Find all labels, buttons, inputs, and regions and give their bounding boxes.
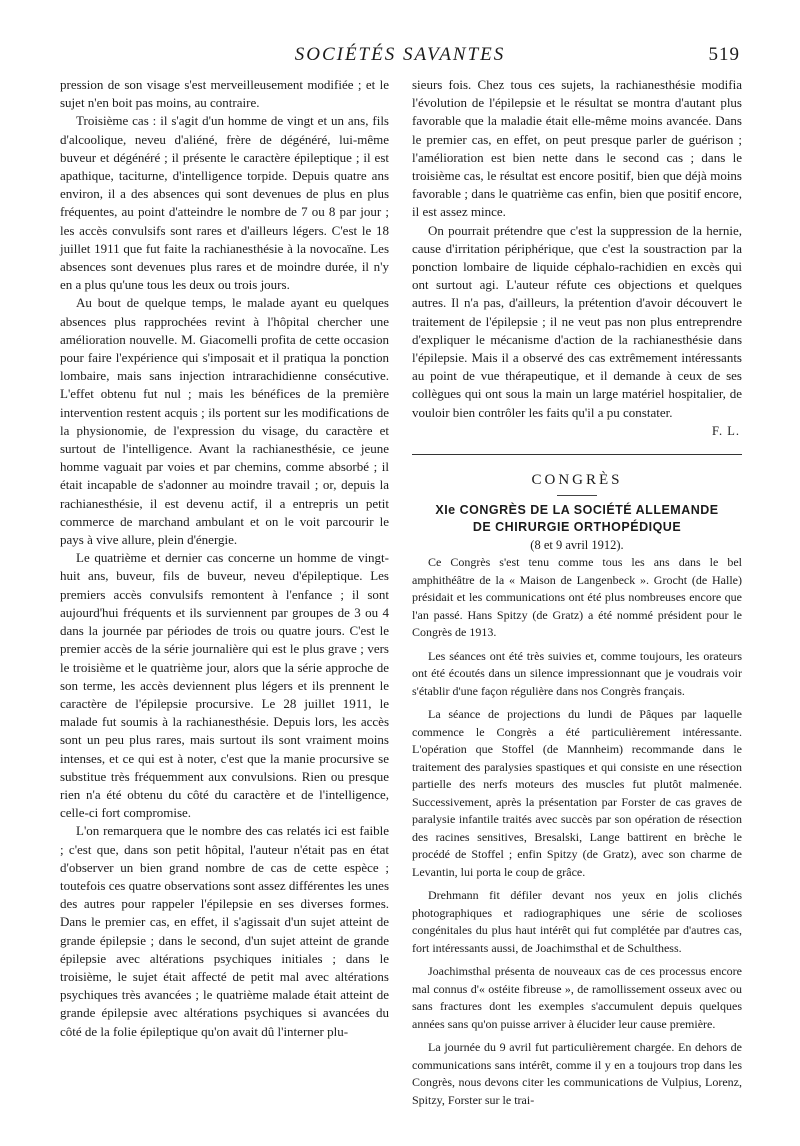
paragraph: sieurs fois. Chez tous ces sujets, la rachianesthésie modifia l'évolution de l'épilepsie et le résultat se montra d'autant plus favorable que la maladie était elle-même moins avancée. Dans le premier cas, en effet, on peut presque parler de guérison ; l'amélioration est bien nette dans le second cas ; dans le troisième cas, le résultat est encore positif, bien que déjà moins favorable ; dans le quatrième cas enfin, bien que positif encore, il est assez mince. [412,77,742,220]
article-date: (8 et 9 avril 1912). [530,538,624,553]
article-title-line-2: DE CHIRURGIE ORTHOPÉDIQUE [472,520,682,535]
left-column [60,76,389,1041]
paragraph: Ce Congrès s'est tenu comme tous les ans dans le bel amphithéâtre de la « Maison de Langenbeck ». Grocht (de Halle) présidait et les communications ont été plus nombreuses encore que l'an passé. Hans Spitzy (de Gratz) a été nommé président pour le Congrès de 1913. [412,555,742,640]
page-header [60,44,740,74]
paragraph: On pourrait prétendre que c'est la suppression de la hernie, cause d'irritation périphérique, que c'est la soustraction par la ponction lombaire de liquide céphalo-rachidien en excès qui ont surtout agi. L'auteur réfute ces objections et quelques autres. Il n'a pas, d'ailleurs, la prétention d'avoir découvert le traitement de l'épilepsie ; il ne veut pas non plus entreprendre d'expliquer le mécanisme d'action de la rachianesthésie dans l'épilepsie. Mais il a observé des cas extrêmement intéressants au point de vue thérapeutique, et il demande à ceux de ses collègues qui ont sous la main un large matériel hospitalier, de vouloir bien contrôler les faits qu'il a pu constater. [412,222,742,420]
section-divider [412,454,742,455]
paragraph: Joachimsthal présenta de nouveaux cas de ces processus encore mal connus d'« ostéite fibreuse », de ramollissement osseux avec ou sans fractures dont les exemples s'accumulent depuis quelques années sans qu'on puisse arriver à élucider leur cause première. [412,964,742,1031]
paragraph: Les séances ont été très suivies et, comme toujours, les orateurs ont été écoutés dans un silence impressionnant que je voudrais voir s'établir d'une façon régulière dans nos Congrès français. [412,648,742,698]
paragraph: Drehmann fit défiler devant nos yeux en jolis clichés photographiques et radiographiques une série de scolioses congénitales du plus haut intérêt qui fut complétée par d'autres cas, fort intéressants aussi, de Joachimsthal et de Schulthess. [412,888,742,955]
paragraph: Troisième cas : il s'agit d'un homme de vingt et un ans, fils d'alcoolique, neveu d'aliéné, frère de dégénéré, lui-même buveur et dégénéré ; il présente le caractère épileptique ; il est apathique, taciturne, d'intelligence torpide. Depuis quatre ans environ, il a des absences qui sont devenues de plus en plus fréquentes, au point d'atteindre le nombre de 7 ou 8 par jour ; les accès convulsifs sont rares et d'ailleurs légers. C'est le 18 juillet 1911 que fut faite la rachianesthésie à la novocaïne. Les absences sont devenues plus rares et de moindre durée, il n'y en a plus qu'une tous les deux ou trois jours. [60,113,389,293]
article-title-line-1: XIe CONGRÈS DE LA SOCIÉTÉ ALLEMANDE [435,503,719,518]
paragraph: Le quatrième et dernier cas concerne un homme de vingt-huit ans, buveur, fils de buveur, neveu d'épileptique. Les premiers accès convulsifs remontent à l'enfance ; il sont aujourd'hui fréquents et ils surviennent par groupes de 3 ou 4 dans la journée par périodes de trois ou quatre jours. C'est le premier accès de la série journalière qui est le plus grave ; vers le troisième et le quatrième jour, alors que la série approche de son terme, les accès deviennent plus légers et ils prennent le caractère de l'épilepsie procursive. Le 28 juillet 1911, le malade fut soumis à la rachianesthésie. Depuis lors, les accès sont un peu plus rares, mais surtout ils sont vraiment moins intenses, et ce qui est à noter, c'est que la manie procursive se substitue très fréquemment aux convulsions. Rien ou presque rien n'a été obtenu du côté du caractère et de l'intelligence, celle-ci fort compromise. [60,550,389,821]
author-signature: F. L. [712,423,740,438]
running-title: SOCIÉTÉS SAVANTES [294,44,506,65]
page-number: 519 [708,44,740,65]
paragraph: Au bout de quelque temps, le malade ayant eu quelques absences plus rapprochées revint à l'hôpital chercher une amélioration nouvelle. M. Giacomelli profita de cette occasion pour faire l'expérience qui s'imposait et il pratiqua la ponction lombaire, mais sans injection intrarachidienne consécutive. L'effet obtenu fut nul ; mais les bénéfices de la première intervention restent acquis ; ils portent sur les modifications de la physionomie, de l'expression du visage, du caractère et surtout de l'intelligence. Avant la rachianesthésie, ce jeune homme vaguait par voies et par chemins, comme absorbé ; il était incapable de s'adonner au moindre travail ; or, depuis la rachianesthésie, il est devenu actif, il a entrepris un petit commerce de marchand ambulant et on le voit parcourir le pays à vive allure, plein d'énergie. [60,295,389,548]
paragraph: pression de son visage s'est merveilleusement modifiée ; et le sujet n'en boit pas moins, au contraire. [60,77,389,111]
paragraph: La séance de projections du lundi de Pâques par laquelle commence le Congrès a été particulièrement intéressante. L'opération que Stoffel (de Mannheim) recommande dans le traitement des paralysies spastiques et qui consiste en une résection partielle des nerfs moteurs des muscles fut plutôt malmenée. Successivement, après la présentation par Forster de cas graves de paralysie infantile traités avec succès par son opération de résection des racines sensitives, Bresalski, Lange battirent en brèche le procédé de Stoffel ; enfin Spitzy (de Gratz), avec son charme de Levantin, lui porta le coup de grâce. [412,707,742,879]
title-divider [557,495,597,496]
section-title: CONGRÈS [531,472,623,489]
paragraph: La journée du 9 avril fut particulièrement chargée. En dehors de communications sans intérêt, comme il y en a toujours trop dans les Congrès, nous devons citer les communications de Vulpius, Lorenz, Spitzy, Forster sur le trai- [412,1040,742,1107]
right-column [412,76,742,1109]
paragraph: L'on remarquera que le nombre des cas relatés ici est faible ; c'est que, dans son petit hôpital, l'auteur n'était pas en état d'observer un bien grand nombre de cas de cette espèce ; toutefois ces quatre observations sont assez différentes les unes des autres pour rappeler l'épilepsie en ses diverses formes. Dans le premier cas, en effet, il s'agissait d'un sujet atteint de grande épilepsie ; dans le second, d'un sujet atteint de grande épilepsie avec altérations psychiques initiales ; dans le troisième, le sujet était affecté de petit mal avec altérations psychiques très avancées ; le quatrième malade était atteint de grande épilepsie avec altérations psychiques si avancées du côté de la folie épileptique qu'on avait dû l'interner plu- [60,823,389,1039]
article-body [412,554,742,1109]
